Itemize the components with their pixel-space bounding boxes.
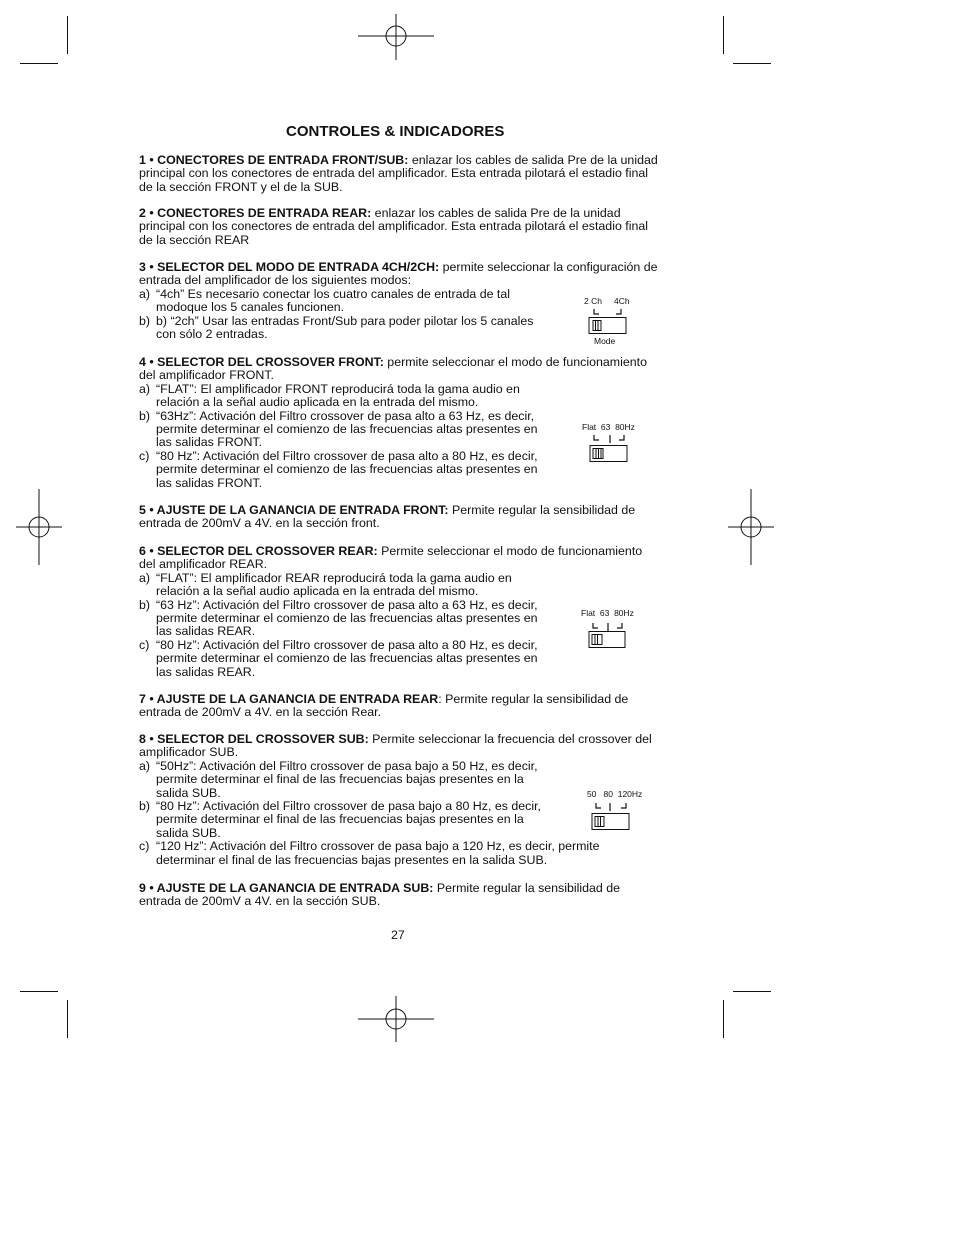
section-1 bbox=[139, 154, 661, 194]
rear-crossover-options: Flat 63 80Hz bbox=[581, 608, 634, 618]
sub-crossover-switch-diagram bbox=[587, 789, 651, 833]
crop-mark bbox=[723, 16, 724, 54]
crop-mark bbox=[67, 16, 68, 54]
front-crossover-options: Flat 63 80Hz bbox=[582, 422, 635, 432]
section-paragraph bbox=[139, 733, 661, 760]
page-title: CONTROLES & INDICADORES bbox=[286, 123, 505, 140]
crop-mark bbox=[20, 63, 58, 64]
mode-switch-icon bbox=[584, 296, 634, 336]
section-5 bbox=[139, 504, 661, 531]
list-item: a) “50Hz”: Activación del Filtro crossover de pasa bajo a 50 Hz, es decir, permite determinar el final de las frecuencias bajas presentes en la salida SUB. bbox=[139, 758, 538, 800]
section-paragraph bbox=[139, 154, 661, 194]
crop-mark bbox=[733, 991, 771, 992]
list-item: a) “FLAT”: El amplificador FRONT reproducirá toda la gama audio en relación a la señal audio aplicada en la entrada del mismo. bbox=[139, 381, 520, 410]
list-item: b) “63 Hz”: Activación del Filtro crossover de pasa alto a 63 Hz, es decir, permite determinar el comienzo de las frecuencias altas presentes en las salidas REAR. bbox=[139, 597, 538, 639]
list-item: a) “FLAT”: El amplificador REAR reproducirá toda la gama audio en relación a la señal audio aplicada en la entrada del mismo. bbox=[139, 570, 512, 599]
section-body: permite seleccionar el modo de funcionamiento del amplificador FRONT. bbox=[139, 355, 647, 383]
registration-mark-bottom bbox=[356, 996, 436, 1042]
section-paragraph bbox=[139, 261, 661, 288]
section-3 bbox=[139, 261, 661, 341]
list-item: c) “80 Hz”: Activación del Filtro crossover de pasa alto a 80 Hz, es decir, permite determinar el comienzo de las frecuencias altas presentes en las salidas FRONT. bbox=[139, 448, 538, 490]
section-9 bbox=[139, 882, 661, 909]
section-2 bbox=[139, 207, 661, 247]
rear-crossover-switch-diagram bbox=[581, 608, 641, 650]
section-body: enlazar los cables de salida Pre de la unidad principal con los conectores de entrada del amplificador. Esta entrada pilotará el estadio final de la sección REAR bbox=[139, 206, 649, 247]
section-heading: 9 • AJUSTE DE LA GANANCIA DE ENTRADA SUB: bbox=[139, 881, 434, 895]
section-8 bbox=[139, 733, 661, 867]
section-body: Permite regular la sensibilidad de entrada de 200mV a 4V. en la sección front. bbox=[139, 503, 636, 531]
section-paragraph bbox=[139, 356, 661, 383]
mode-switch-diagram bbox=[584, 296, 634, 346]
section-body: Permite seleccionar el modo de funcionamiento del amplificador REAR. bbox=[139, 544, 643, 572]
section-body: Permite regular la sensibilidad de entrada de 200mV a 4V. en la sección SUB. bbox=[139, 881, 621, 909]
section-heading: 3 • SELECTOR DEL MODO DE ENTRADA 4CH/2CH: bbox=[139, 260, 440, 274]
section-paragraph bbox=[139, 693, 661, 720]
rear-crossover-switch-icon bbox=[581, 608, 641, 650]
list-item: b) b) “2ch” Usar las entradas Front/Sub para poder pilotar los 5 canales con sólo 2 entradas. bbox=[139, 313, 534, 342]
crop-mark bbox=[733, 63, 771, 64]
section-body: permite seleccionar la configuración de entrada del amplificador de los siguientes modos: bbox=[139, 260, 658, 288]
section-paragraph bbox=[139, 207, 661, 247]
section-body: Permite seleccionar la frecuencia del crossover del amplificador SUB. bbox=[139, 732, 652, 760]
section-heading: 5 • AJUSTE DE LA GANANCIA DE ENTRADA FRONT: bbox=[139, 503, 449, 517]
section-body: enlazar los cables de salida Pre de la unidad principal con los conectores de entrada del amplificador. Esta entrada pilotará el estadio final de la sección FRONT y el de la SUB. bbox=[139, 153, 658, 194]
section-paragraph bbox=[139, 545, 661, 572]
sub-crossover-options: 50 80 120Hz bbox=[587, 789, 643, 799]
registration-mark-top bbox=[356, 14, 436, 60]
mode-caption: Mode bbox=[594, 336, 616, 346]
crop-mark bbox=[723, 1000, 724, 1038]
section-7 bbox=[139, 693, 661, 720]
mode-option-4ch: 4Ch bbox=[614, 296, 630, 306]
section-paragraph bbox=[139, 882, 661, 909]
mode-option-2ch: 2 Ch bbox=[584, 296, 602, 306]
list-item: a) “4ch” Es necesario conectar los cuatro canales de entrada de tal modoque los 5 canales funcionen. bbox=[139, 286, 511, 315]
list-item: b) “63Hz”: Activación del Filtro crossover de pasa alto a 63 Hz, es decir, permite determinar el comienzo de las frecuencias altas presentes en las salidas FRONT. bbox=[139, 408, 538, 450]
crop-mark bbox=[67, 1000, 68, 1038]
list-item: b) “80 Hz”: Activación del Filtro crossover de pasa bajo a 80 Hz, es decir, permite determinar el final de las frecuencias bajas presentes en la salida SUB. bbox=[139, 799, 541, 840]
list-item: c) “80 Hz”: Activación del Filtro crossover de pasa alto a 80 Hz, es decir, permite determinar el comienzo de las frecuencias altas presentes en las salidas REAR. bbox=[139, 637, 538, 679]
front-crossover-switch-diagram bbox=[582, 422, 642, 464]
section-heading: 2 • CONECTORES DE ENTRADA REAR: bbox=[139, 206, 372, 220]
section-heading: 6 • SELECTOR DEL CROSSOVER REAR: bbox=[139, 544, 378, 558]
list-item: c) “120 Hz”: Activación del Filtro crossover de pasa bajo a 120 Hz, es decir, permite determinar el final de las frecuencias bajas presentes en la salida SUB. bbox=[139, 839, 600, 867]
crop-mark bbox=[20, 991, 58, 992]
section-heading: 4 • SELECTOR DEL CROSSOVER FRONT: bbox=[139, 355, 384, 369]
sub-crossover-switch-icon bbox=[587, 789, 651, 833]
page-number: 27 bbox=[391, 928, 405, 942]
front-crossover-switch-icon bbox=[582, 422, 642, 464]
section-heading: 7 • AJUSTE DE LA GANANCIA DE ENTRADA REAR bbox=[139, 692, 439, 706]
section-heading: 8 • SELECTOR DEL CROSSOVER SUB: bbox=[139, 732, 369, 746]
section-heading: 1 • CONECTORES DE ENTRADA FRONT/SUB: bbox=[139, 153, 409, 167]
registration-mark-right bbox=[728, 487, 774, 567]
section-paragraph bbox=[139, 504, 661, 531]
registration-mark-left bbox=[16, 487, 62, 567]
section-body: : Permite regular la sensibilidad de entrada de 200mV a 4V. en la sección Rear. bbox=[139, 692, 629, 720]
